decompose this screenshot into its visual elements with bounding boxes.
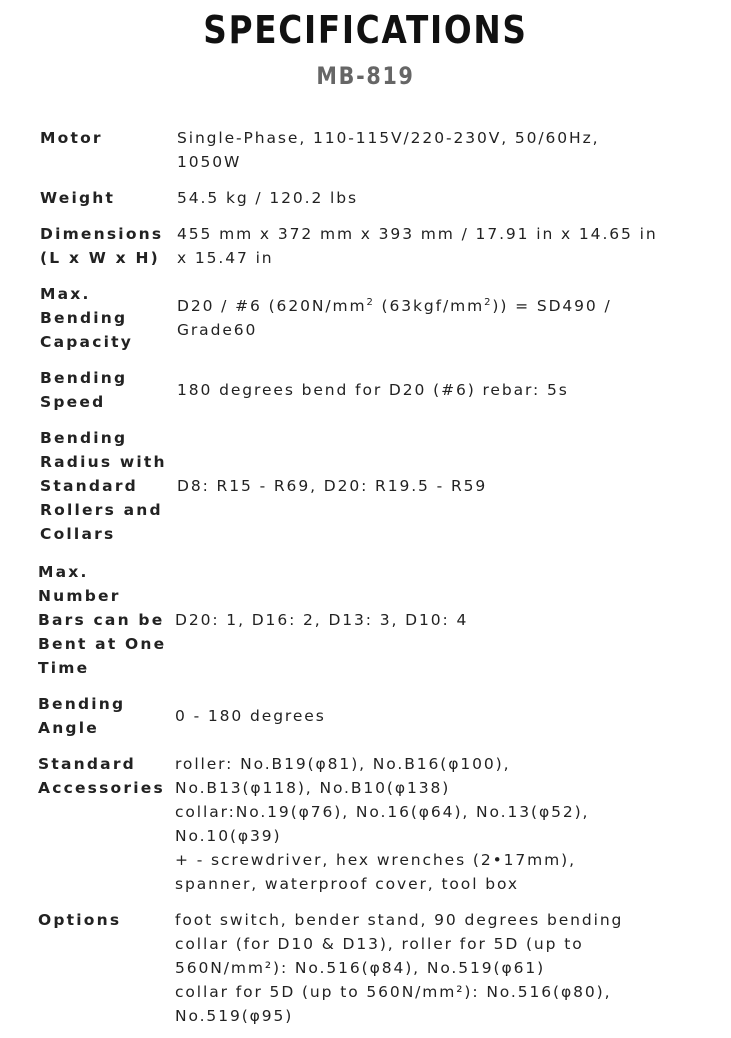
spec-value: 455 mm x 372 mm x 393 mm / 17.91 in x 14.65 in x 15.47 in: [177, 225, 658, 267]
page-title: SPECIFICATIONS: [203, 8, 528, 52]
spec-value: 54.5 kg / 120.2 lbs: [177, 189, 358, 207]
spec-value: D20 / #6 ($620N/mm^2$ $(63kgf/mm^2)) = SD490$ / Grade60: [177, 297, 612, 339]
spec-label: Bending Radius with Standard Rollers and Collars: [40, 429, 167, 543]
spec-label: Options: [38, 911, 122, 929]
spec-value: 180 degrees bend for D20 (#6) rebar: 5s: [177, 381, 569, 399]
spec-label: Motor: [40, 129, 103, 147]
spec-label: Weight: [40, 189, 116, 207]
spec-label: Bending Speed: [40, 369, 128, 411]
spec-value: Single-Phase, 110-115V/220-230V, 50/60Hz, 1050W: [177, 129, 600, 171]
spec-value: foot switch, bender stand, 90 degrees bending collar (for D10 & D13), roller for 5D (up to 560N/mm²): No.516(φ84), No.519(φ61) collar for 5D (up to 560N/mm²): No.516(φ80), No.519(φ95): [175, 911, 624, 1025]
spec-label: Dimensions (L x W x H): [40, 225, 164, 267]
spec-label: Bending Angle: [38, 695, 126, 737]
spec-label: Max. Bending Capacity: [40, 285, 134, 351]
spec-value: roller: No.B19(φ81), No.B16(φ100), No.B13(φ118), No.B10(φ138) collar:No.19(φ76), No.16(φ64), No.13(φ52), No.10(φ39) + - screwdriver, hex wrenches (2•17mm), spanner, waterproof cover, tool box: [175, 755, 590, 893]
spec-label: Max. Number Bars can be Bent at One Time: [38, 563, 167, 677]
spec-value: D8: R15 - R69, D20: R19.5 - R59: [177, 477, 488, 495]
model-number: MB-819: [316, 62, 415, 90]
spec-value: 0 - 180 degrees: [175, 707, 326, 725]
spec-value: D20: 1, D16: 2, D13: 3, D10: 4: [175, 611, 469, 629]
spec-label: Standard Accessories: [38, 755, 165, 797]
